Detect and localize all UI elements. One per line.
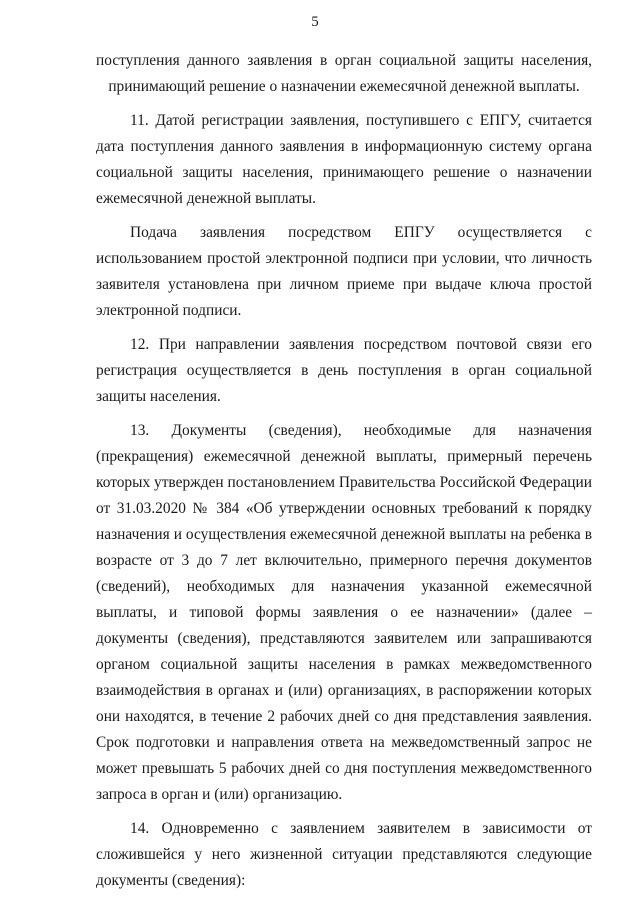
paragraph-item-13: 13. Документы (сведения), необходимые для назначения (прекращения) ежемесячной денежной выплаты, примерный перечень которых утвержден постановлением Правительства Российской Федерации от 31.03.2020 № 384 «Об утверждении основных требований к порядку назначения и осуществления ежемесячной денежной выплаты на ребенка в возрасте от 3 до 7 лет включительно, примерного перечня документов (сведений), необходимых для назначения указанной ежемесячной выплаты, и типовой формы заявления о ее назначении» (далее – документы (сведения), представляются заявителем или запрашиваются органом социальной защиты населения в рамках межведомственного взаимодействия в органах и (или) организациях, в распоряжении которых они находятся, в течение 2 рабочих дней со дня представления заявления. Срок подготовки и направления ответа на межведомственный запрос не может превышать 5 рабочих дней со дня поступления межведомственного запроса в орган и (или) организацию.	[96, 422, 592, 803]
paragraph-continuation: поступления данного заявления в орган социальной защиты населения, принимающий решение о назначении ежемесячной денежной выплаты.	[96, 52, 592, 95]
paragraph-item-14: 14. Одновременно с заявлением заявителем в зависимости от сложившейся у него жизненной ситуации представляются следующие документы (сведения):	[96, 820, 592, 889]
page-number: 5	[311, 14, 319, 30]
document-body	[96, 48, 592, 902]
paragraph-item-12: 12. При направлении заявления посредством почтовой связи его регистрация осуществляется в день поступления в орган социальной защиты населения.	[96, 336, 592, 405]
paragraph-item-11: 11. Датой регистрации заявления, поступившего с ЕПГУ, считается дата поступления данного заявления в информационную систему органа социальной защиты населения, принимающего решение о назначении ежемесячной денежной выплаты.	[96, 112, 592, 207]
paragraph-epgu-submission: Подача заявления посредством ЕПГУ осуществляется с использованием простой электронной подписи при условии, что личность заявителя установлена при личном приеме при выдаче ключа простой электронной подписи.	[96, 224, 592, 319]
